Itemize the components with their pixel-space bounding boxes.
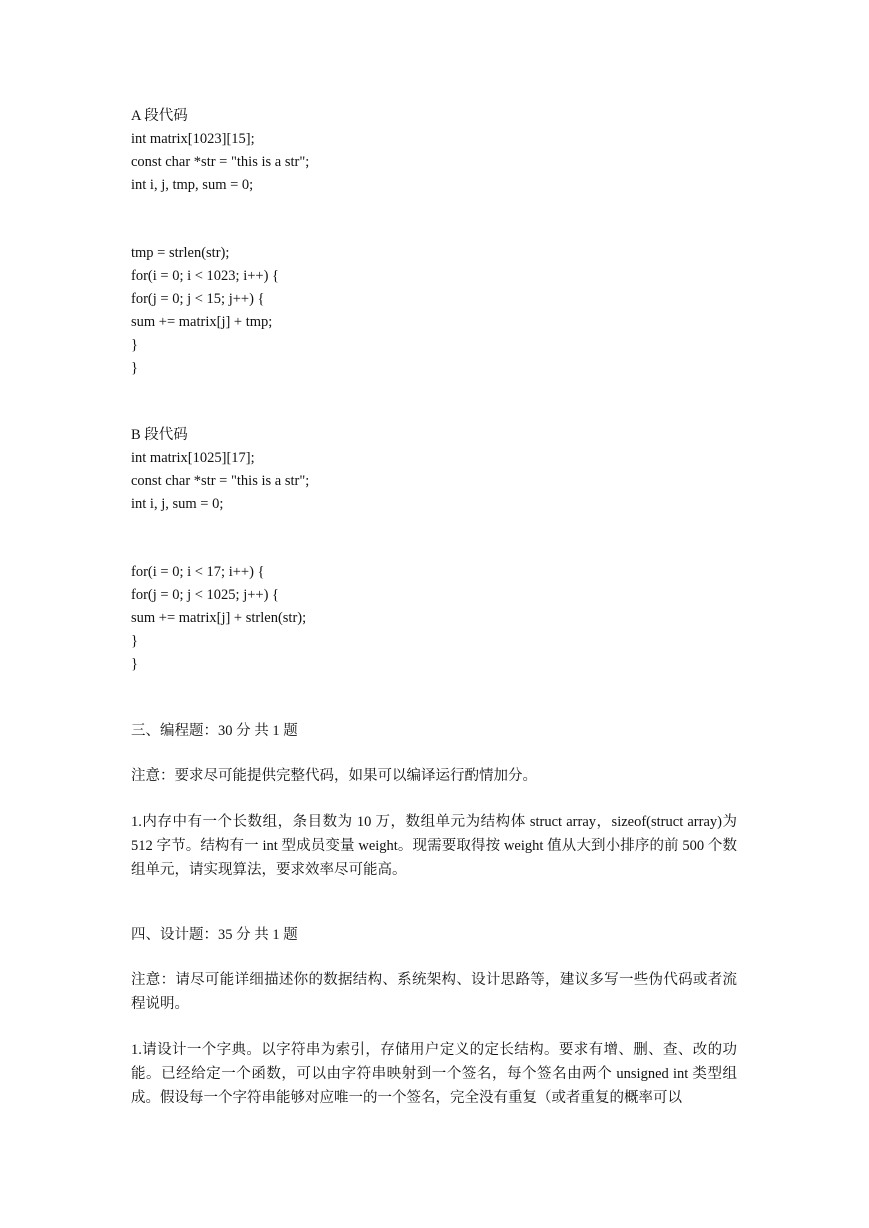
code-line: const char *str = "this is a str";	[131, 154, 310, 170]
code-line: int i, j, sum = 0;	[131, 496, 224, 512]
section-b-heading: B 段代码	[131, 427, 188, 443]
design-heading: 四、设计题：35 分 共 1 题	[131, 927, 298, 943]
code-line: }	[131, 633, 138, 649]
code-line: tmp = strlen(str);	[131, 245, 230, 261]
code-line: for(i = 0; i < 17; i++) {	[131, 564, 265, 580]
programming-heading: 三、编程题：30 分 共 1 题	[131, 723, 298, 739]
code-line: }	[131, 337, 138, 353]
code-line: sum += matrix[j] + tmp;	[131, 314, 273, 330]
programming-question: 1.内存中有一个长数组，条目数为 10 万，数组单元为结构体 struct array，sizeof(struct array)为 512 字节。结构有一 int 型成员变量 weight。现需要取得按 weight 值从大到小排序的前 500 个数组单元，请实现算法，要求效率尽可能高。	[131, 814, 737, 878]
section-a-heading: A 段代码	[131, 108, 188, 124]
design-note: 注意：请尽可能详细描述你的数据结构、系统架构、设计思路等，建议多写一些伪代码或者流程说明。	[131, 972, 737, 1012]
code-line: int i, j, tmp, sum = 0;	[131, 177, 254, 193]
code-line: int matrix[1025][17];	[131, 450, 255, 466]
code-line: for(j = 0; j < 15; j++) {	[131, 291, 265, 307]
code-line: for(i = 0; i < 1023; i++) {	[131, 268, 280, 284]
programming-note: 注意：要求尽可能提供完整代码，如果可以编译运行酌情加分。	[131, 768, 537, 784]
code-line: }	[131, 360, 138, 376]
code-line: int matrix[1023][15];	[131, 131, 255, 147]
code-line: for(j = 0; j < 1025; j++) {	[131, 587, 280, 603]
design-question: 1.请设计一个字典。以字符串为索引，存储用户定义的定长结构。要求有增、删、查、改的功能。已经给定一个函数，可以由字符串映射到一个签名，每个签名由两个 unsigned int 类型组成。假设每一个字符串能够对应唯一的一个签名，完全没有重复（或者重复的概率可以	[131, 1042, 737, 1106]
code-line: const char *str = "this is a str";	[131, 473, 310, 489]
code-line: sum += matrix[j] + strlen(str);	[131, 610, 307, 626]
code-line: }	[131, 656, 138, 672]
